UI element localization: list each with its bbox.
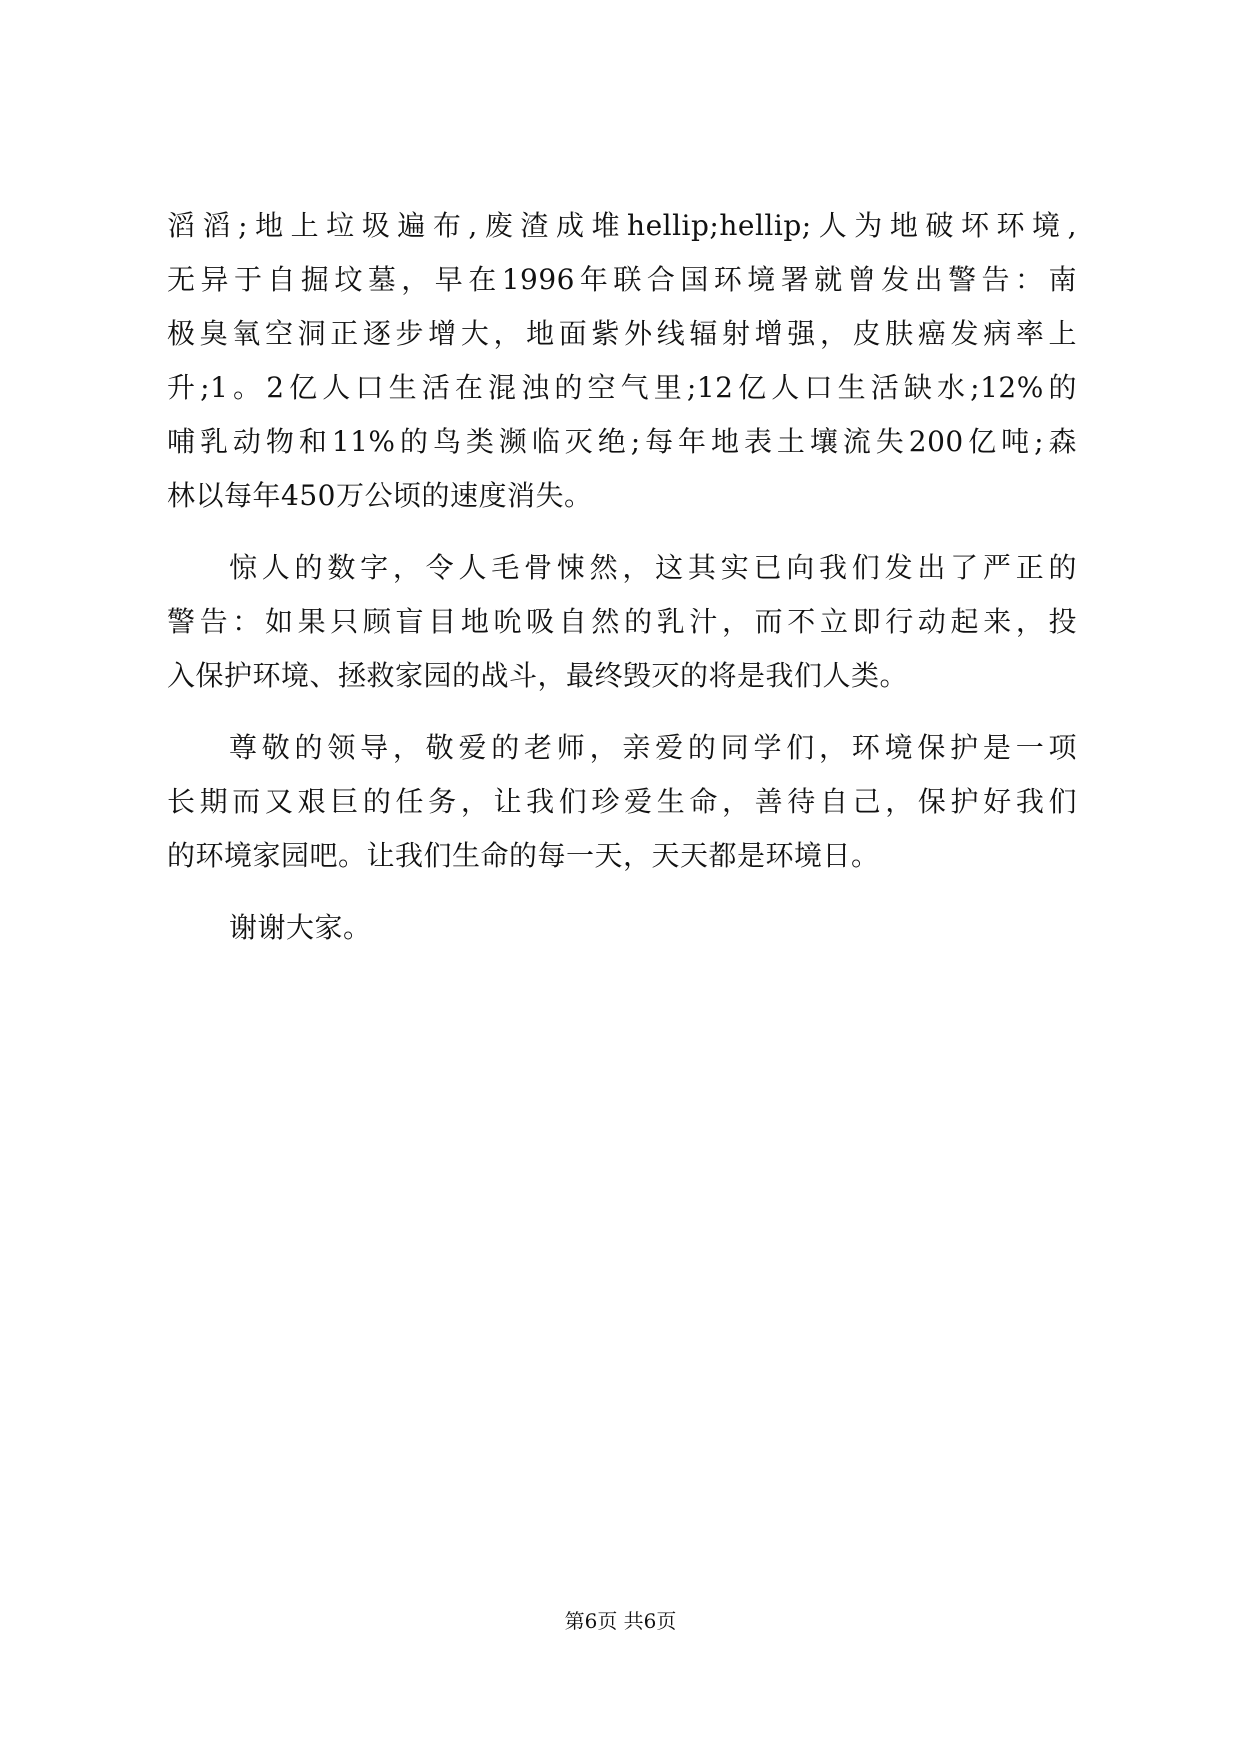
text-line: 升;1。2亿人口生活在混浊的空气里;12亿人口生活缺水;12%的 — [167, 371, 1077, 404]
text-line: 入保护环境、拯救家园的战斗，最终毁灭的将是我们人类。 — [167, 659, 909, 692]
text-line: 警告：如果只顾盲目地吮吸自然的乳汁，而不立即行动起来，投 — [167, 605, 1077, 638]
text-line: 谢谢大家。 — [229, 911, 372, 944]
text-line: 长期而又艰巨的任务，让我们珍爱生命，善待自己，保护好我们 — [167, 785, 1077, 818]
paragraph-thanks — [167, 901, 1077, 955]
paragraph-startling-numbers — [167, 541, 1077, 703]
text-line: 哺乳动物和11%的鸟类濒临灭绝;每年地表土壤流失200亿吨;森 — [167, 425, 1077, 458]
text-line: 极臭氧空洞正逐步增大，地面紫外线辐射增强，皮肤癌发病率上 — [167, 317, 1077, 350]
text-line: 惊人的数字，令人毛骨悚然，这其实已向我们发出了严正的 — [229, 551, 1077, 584]
document-body — [167, 199, 1077, 973]
text-line: 的环境家园吧。让我们生命的每一天，天天都是环境日。 — [167, 839, 880, 872]
text-line: 林以每年450万公顷的速度消失。 — [167, 479, 593, 512]
paragraph-environment-warning — [167, 199, 1077, 523]
text-line: 滔滔;地上垃圾遍布,废渣成堆hellip;hellip;人为地破坏环境, — [167, 209, 1077, 242]
text-line: 尊敬的领导，敬爱的老师，亲爱的同学们，环境保护是一项 — [229, 731, 1077, 764]
paragraph-closing-appeal — [167, 721, 1077, 883]
page-number-footer: 第6页 共6页 — [564, 1609, 677, 1633]
text-line: 无异于自掘坟墓，早在1996年联合国环境署就曾发出警告：南 — [167, 263, 1077, 296]
